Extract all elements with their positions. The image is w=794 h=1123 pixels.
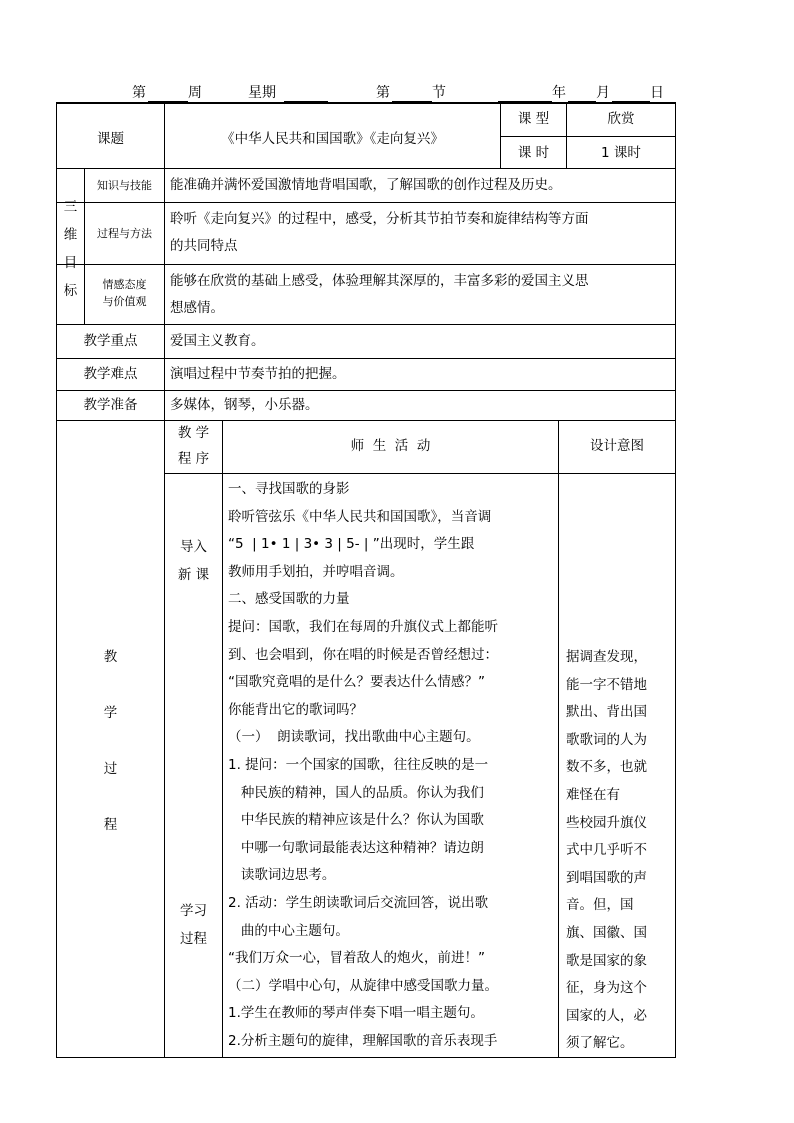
col-order-line: 教 学 xyxy=(177,425,210,441)
week-prefix: 第 xyxy=(132,85,146,101)
day-label: 日 xyxy=(650,85,664,101)
activity-line: 二、感受国歌的力量 xyxy=(228,591,350,608)
activity-line: 1.学生在教师的琴声伴奏下唱一唱主题句。 xyxy=(228,1005,484,1022)
activity-line: 到、也会唱到，你在唱的时候是否曾经想过： xyxy=(228,646,498,663)
activity-line: 提问：国歌，我们在每周的升旗仪式上都能听 xyxy=(228,619,498,635)
week-suffix: 周 xyxy=(188,85,202,101)
activity-line: “我们万众一心，冒着敌人的炮火，前进！” xyxy=(228,950,485,967)
lesson-suffix: 节 xyxy=(432,85,446,101)
intent-line: 据调查发现， xyxy=(566,649,647,665)
stage-learning-line: 过程 xyxy=(180,931,207,947)
emotion-line: 想感情。 xyxy=(170,300,224,316)
stage-learning-line: 学习 xyxy=(180,903,207,919)
intent-line: 难怪在有 xyxy=(566,787,620,803)
intent-line: 式中几乎听不 xyxy=(566,842,647,859)
weekday-blank xyxy=(284,84,328,102)
emotion-label-line: 情感态度 xyxy=(102,278,147,291)
week-blank xyxy=(148,84,188,102)
goals-char: 目 xyxy=(63,255,78,271)
lesson-prefix: 第 xyxy=(376,85,390,101)
knowledge-text: 能准确并满怀爱国激情地背唱国歌，了解国歌的创作过程及历史。 xyxy=(170,177,562,193)
weekday-label: 星期 xyxy=(248,85,276,101)
intent-line: 默出、背出国 xyxy=(566,704,647,721)
month-blank xyxy=(568,84,596,102)
intent-line: 些校园升旗仪 xyxy=(566,814,647,831)
day-blank xyxy=(612,84,650,102)
emotion-line: 能够在欣赏的基础上感受，体验理解其深厚的，丰富多彩的爱国主义思 xyxy=(170,273,589,289)
prep-value: 多媒体，钢琴，小乐器。 xyxy=(170,397,319,413)
activity-line: 聆听管弦乐《中华人民共和国国歌》，当音调 xyxy=(228,508,492,525)
col-order-line: 程 序 xyxy=(177,451,210,467)
activity-line: （一） 朗读歌词，找出歌曲中心主题句。 xyxy=(228,729,480,746)
col-activity-header: 师 生 活 动 xyxy=(350,438,431,454)
key-value: 爱国主义教育。 xyxy=(170,333,265,349)
hours-value: 1 课时 xyxy=(601,145,641,161)
stage-intro-line: 新 课 xyxy=(177,567,210,583)
topic-label: 课题 xyxy=(97,131,124,147)
goals-char: 三 xyxy=(63,199,78,215)
hours-label: 课 时 xyxy=(517,145,550,161)
activity-line: 中哪一句歌词最能表达这种精神？请边朗 xyxy=(228,839,484,856)
emotion-label-line: 与价值观 xyxy=(102,295,147,308)
topic-value: 《中华人民共和国国歌》《走向复兴》 xyxy=(221,131,444,147)
intent-line: 歌是国家的象 xyxy=(566,952,647,969)
goals-char: 维 xyxy=(63,227,78,243)
intent-line: 能一字不错地 xyxy=(566,676,647,693)
process-side-char: 教 xyxy=(103,649,118,665)
lesson-blank xyxy=(392,84,432,102)
col-intent-header: 设计意图 xyxy=(590,438,644,454)
activity-line: 2. 活动：学生朗读歌词后交流回答，说出歌 xyxy=(228,895,489,911)
type-label: 课 型 xyxy=(517,111,550,127)
activity-line: 1. 提问：一个国家的国歌，往往反映的是一 xyxy=(228,757,489,773)
activity-line: 你能背出它的歌词吗？ xyxy=(228,701,363,718)
year-blank xyxy=(498,84,552,102)
process-side-char: 程 xyxy=(103,817,118,833)
activity-line: 曲的中心主题句。 xyxy=(228,922,349,939)
activity-line: “5 | 1• 1 | 3• 3 | 5- | ”出现时，学生跟 xyxy=(228,536,475,553)
intent-line: 音。但，国 xyxy=(566,897,634,914)
intent-line: 国家的人，必 xyxy=(566,1007,647,1024)
activity-line: 2.分析主题句的旋律，理解国歌的音乐表现手 xyxy=(228,1033,498,1049)
activity-line: 一、寻找国歌的身影 xyxy=(228,481,350,497)
goals-char: 标 xyxy=(63,283,78,299)
intent-line: 数不多，也就 xyxy=(566,759,647,776)
stage-intro-line: 导入 xyxy=(180,539,207,555)
year-label: 年 xyxy=(552,85,566,101)
intent-line: 旗、国徽、国 xyxy=(566,925,647,941)
type-value: 欣赏 xyxy=(607,111,635,127)
process-line: 的共同特点 xyxy=(170,238,238,254)
intent-line: 到唱国歌的声 xyxy=(566,869,647,886)
activity-line: 教师用手划拍，并哼唱音调。 xyxy=(228,563,404,580)
activity-line: 种民族的精神，国人的品质。你认为我们 xyxy=(228,784,484,801)
intent-line: 须了解它。 xyxy=(566,1035,634,1052)
process-line: 聆听《走向复兴》的过程中，感受，分析其节拍节奏和旋律结构等方面 xyxy=(170,211,589,227)
process-side-char: 过 xyxy=(103,761,118,777)
intent-line: 歌歌词的人为 xyxy=(566,731,647,748)
activity-line: （二）学唱中心句，从旋律中感受国歌力量。 xyxy=(228,977,498,994)
prep-label: 教学准备 xyxy=(83,397,138,413)
month-label: 月 xyxy=(596,85,610,101)
knowledge-label: 知识与技能 xyxy=(97,179,152,192)
key-label: 教学重点 xyxy=(83,333,138,349)
difficulty-label: 教学难点 xyxy=(83,366,138,382)
activity-line: “国歌究竟唱的是什么？要表达什么情感？” xyxy=(228,674,485,691)
process-side-char: 学 xyxy=(103,705,118,721)
process-label: 过程与方法 xyxy=(97,227,152,240)
activity-line: 中华民族的精神应该是什么？你认为国歌 xyxy=(228,812,484,829)
difficulty-value: 演唱过程中节奏节拍的把握。 xyxy=(170,366,346,382)
activity-line: 读歌词边思考。 xyxy=(228,867,336,884)
intent-line: 征，身为这个 xyxy=(566,980,647,997)
